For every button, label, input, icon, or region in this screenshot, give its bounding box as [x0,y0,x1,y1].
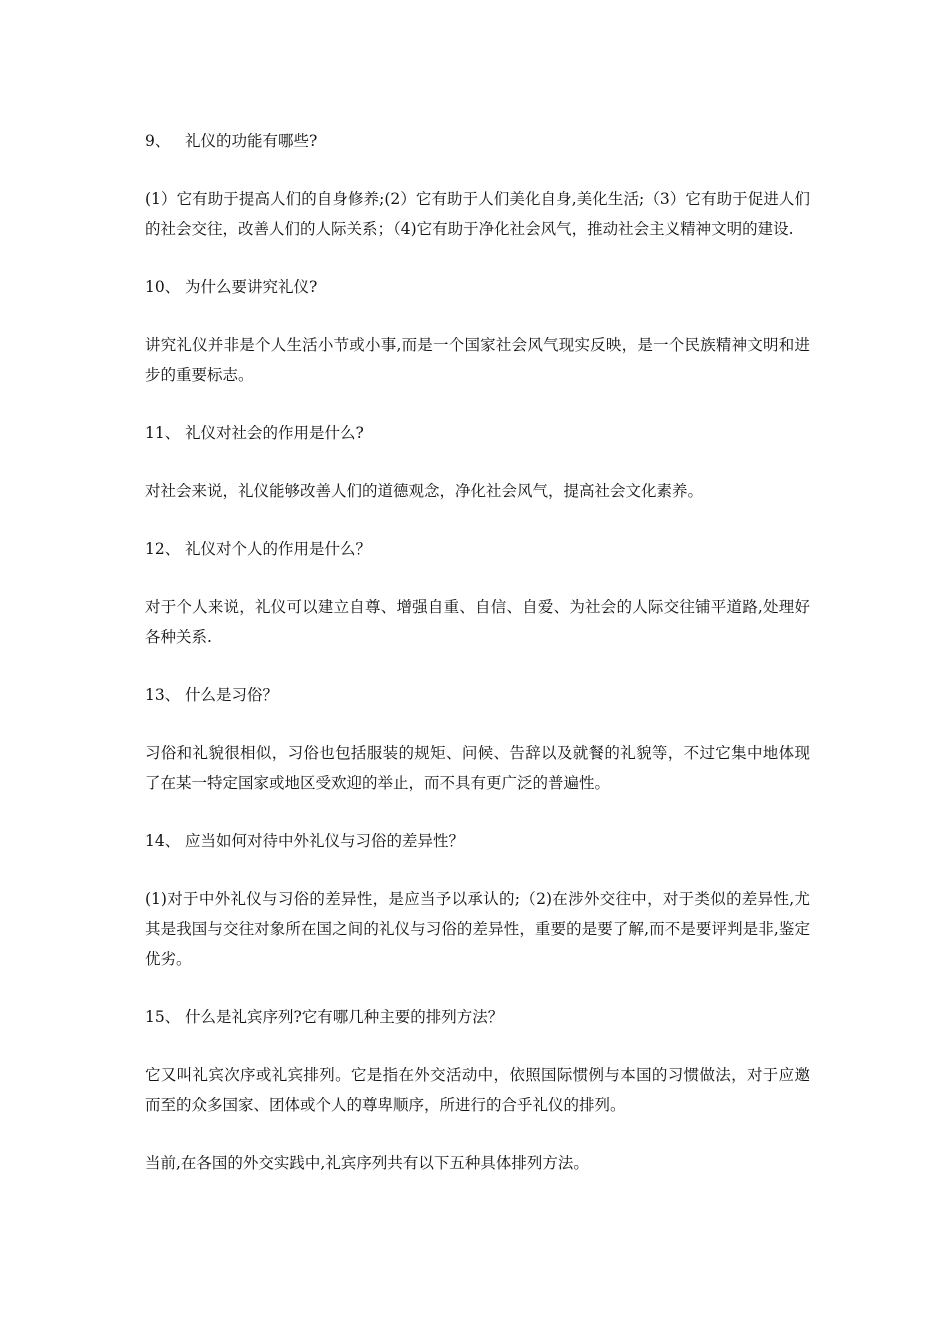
question-number: 13、 [145,686,181,704]
question-number: 15、 [145,1008,181,1026]
question-number: 14、 [145,832,181,850]
question-heading [145,534,810,564]
question-heading [145,1002,810,1032]
question-heading [145,272,810,302]
question-number: 10、 [145,278,181,296]
question-heading [145,680,810,710]
question-number: 9、 [145,132,171,150]
answer-paragraph: 对社会来说，礼仪能够改善人们的道德观念，净化社会风气，提高社会文化素养。 [145,482,704,500]
question-number: 12、 [145,540,181,558]
question-text: 什么是礼宾序列?它有哪几种主要的排列方法？ [185,1008,504,1026]
answer-paragraph: 习俗和礼貌很相似，习俗也包括服装的规矩、问候、告辞以及就餐的礼貌等，不过它集中地体现了在某一特定国家或地区受欢迎的举止，而不具有更广泛的普遍性。 [145,744,810,792]
question-heading [145,418,810,448]
question-heading [145,126,810,156]
answer-paragraph: (1)对于中外礼仪与习俗的差异性，是应当予以承认的;（2)在涉外交往中，对于类似的差异性,尤其是我国与交往对象所在国之间的礼仪与习俗的差异性，重要的是要了解,而不是要评判是非,鉴定优劣。 [145,890,810,968]
closing-paragraph: 当前,在各国的外交实践中,礼宾序列共有以下五种具体排列方法。 [145,1154,589,1172]
question-text: 礼仪对个人的作用是什么？ [185,540,372,558]
question-heading [145,826,810,856]
answer-paragraph: 讲究礼仪并非是个人生活小节或小事,而是一个国家社会风气现实反映，是一个民族精神文明和进步的重要标志。 [145,336,810,384]
answer-paragraph: 对于个人来说，礼仪可以建立自尊、增强自重、自信、自爱、为社会的人际交往铺平道路,处理好各种关系. [145,598,810,646]
question-text: 礼仪的功能有哪些? [185,132,318,150]
question-text: 为什么要讲究礼仪? [185,278,318,296]
question-text: 应当如何对待中外礼仪与习俗的差异性？ [185,832,465,850]
question-number: 11、 [145,424,181,442]
document-body [145,126,810,1206]
question-text: 什么是习俗？ [185,686,279,704]
question-text: 礼仪对社会的作用是什么? [185,424,364,442]
answer-paragraph: 它又叫礼宾次序或礼宾排列。它是指在外交活动中，依照国际惯例与本国的习惯做法，对于应邀而至的众多国家、团体或个人的尊卑顺序，所进行的合乎礼仪的排列。 [145,1066,810,1114]
answer-paragraph: (1）它有助于提高人们的自身修养;(2）它有助于人们美化自身,美化生活;（3）它有助于促进人们的社会交往，改善人们的人际关系；（4)它有助于净化社会风气，推动社会主义精神文明的建设. [145,190,810,238]
